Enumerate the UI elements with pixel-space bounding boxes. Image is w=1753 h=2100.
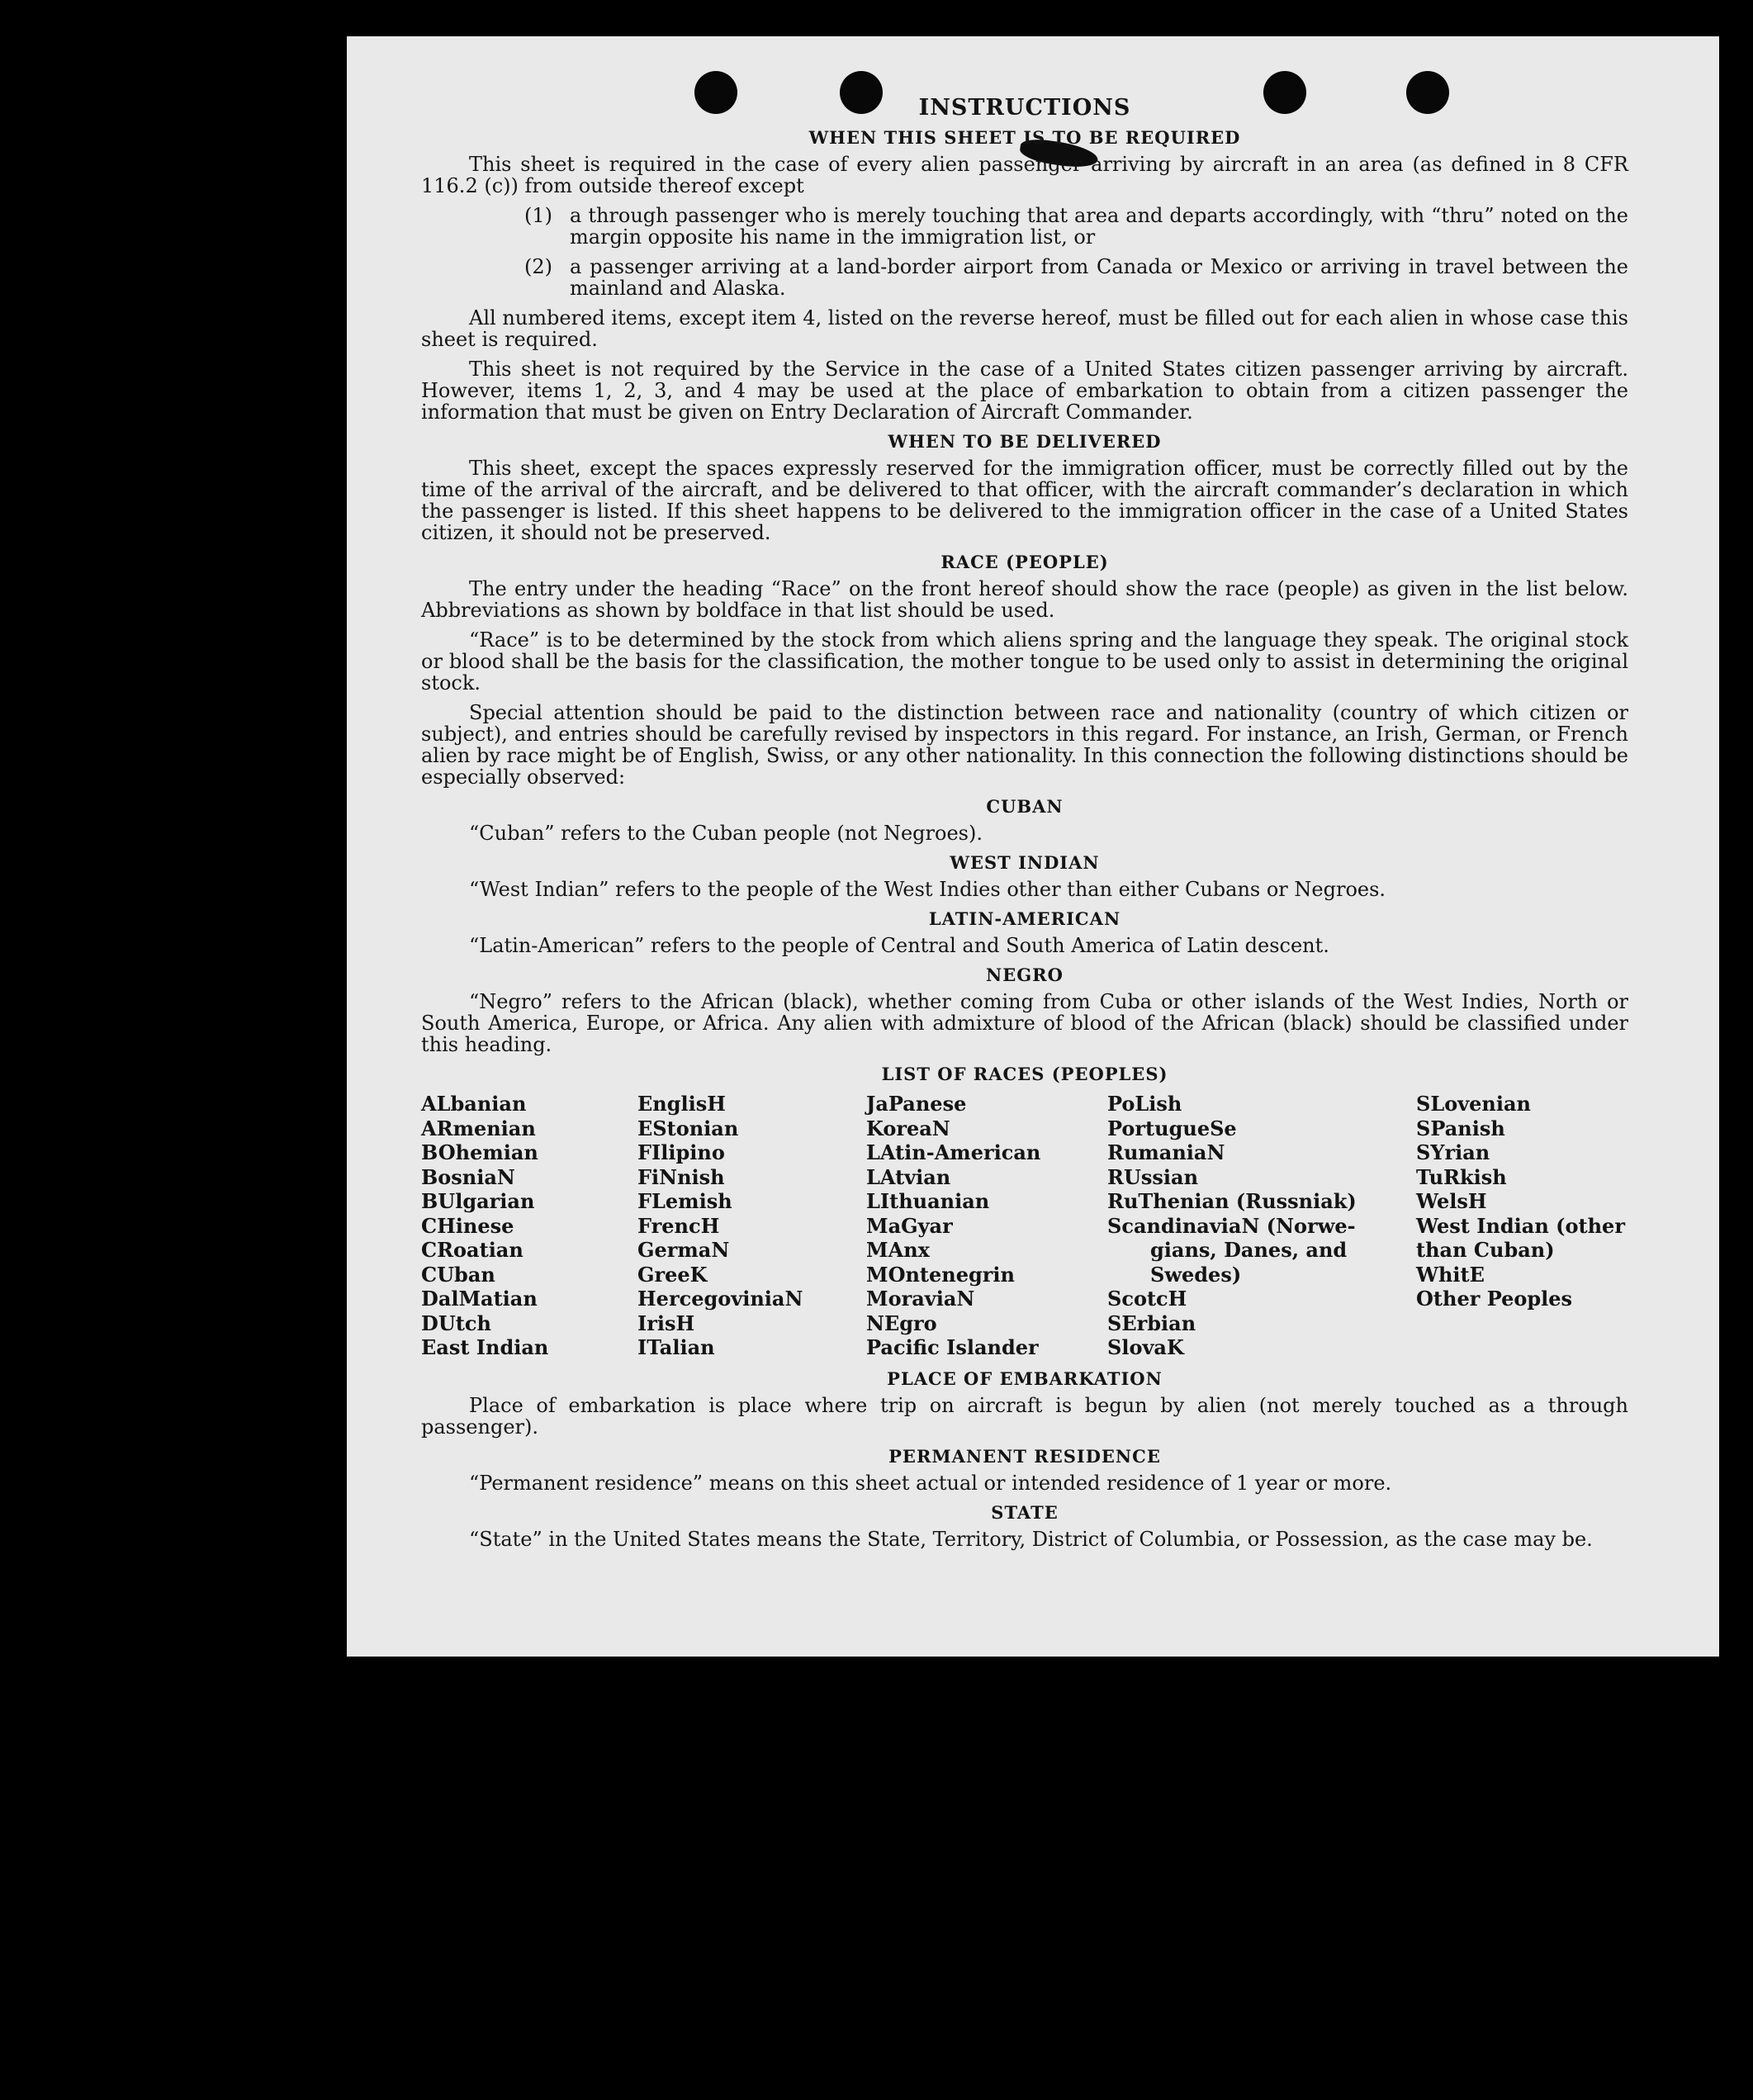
race-column	[637, 1092, 866, 1360]
race-entry: CHinese	[421, 1213, 514, 1238]
definition: “Latin-American” refers to the people of Central and South America of Latin descent.	[469, 934, 1329, 957]
race-entry: MOntenegrin	[866, 1262, 1015, 1287]
race-entry: BosniaN	[421, 1164, 515, 1189]
race-entry: IrisH	[637, 1311, 695, 1335]
race-entry: LAtin-American	[866, 1140, 1041, 1164]
race-entry: FiNnish	[637, 1164, 725, 1189]
race-entry: RUssian	[1107, 1164, 1199, 1189]
paragraph: All numbered items, except item 4, listed on the reverse hereof, must be filled out for each alien in whose case this sheet is required.	[421, 306, 1628, 351]
race-entry: GermaN	[637, 1238, 730, 1262]
race-entry: DUtch	[421, 1311, 491, 1335]
race-entry: FIlipino	[637, 1140, 725, 1164]
race-entry: ALbanian	[421, 1092, 527, 1116]
race-entry: BOhemian	[421, 1140, 538, 1164]
race-column	[1416, 1092, 1628, 1360]
race-column	[421, 1092, 637, 1360]
race-entry: EStonian	[637, 1116, 739, 1140]
item-text: a passenger arriving at a land-border airport from Canada or Mexico or arriving in travel between the mainland and Alaska.	[570, 255, 1628, 300]
paragraph: This sheet is not required by the Service in the case of a United States citizen passenger arriving by aircraft. However, items 1, 2, 3, and 4 may be used at the place of embarkation to obtain from a citizen passenger the information that must be given on Entry Declaration of Aircraft Commander.	[421, 358, 1628, 424]
definition: “West Indian” refers to the people of the West Indies other than either Cubans or Negroes.	[469, 878, 1386, 901]
item-number: (2)	[524, 255, 552, 278]
race-entry: CUban	[421, 1262, 495, 1287]
race-entry: HercegoviniaN	[637, 1287, 803, 1311]
section-heading: WHEN THIS SHEET IS TO BE REQUIRED	[808, 127, 1241, 148]
race-entry: EnglisH	[637, 1092, 726, 1116]
race-entry: JaPanese	[866, 1092, 967, 1116]
paragraph: This sheet is required in the case of every alien passenger arriving by aircraft in an area (as defined in 8 CFR 116.2 (c)) from outside thereof except	[421, 153, 1628, 197]
race-list	[421, 1092, 1628, 1360]
race-entry: WhitE	[1416, 1262, 1485, 1287]
race-entry: SYrian	[1416, 1140, 1490, 1164]
race-column	[1107, 1092, 1416, 1360]
race-entry: SErbian	[1107, 1311, 1196, 1335]
race-entry: than Cuban)	[1416, 1238, 1555, 1262]
race-entry: ARmenian	[421, 1116, 536, 1140]
race-entry: PortugueSe	[1107, 1116, 1237, 1140]
section-heading: WEST INDIAN	[950, 852, 1100, 873]
race-entry: Other Peoples	[1416, 1287, 1573, 1311]
item-number: (1)	[524, 204, 552, 227]
instruction-sheet	[347, 36, 1719, 1657]
race-entry: KoreaN	[866, 1116, 950, 1140]
section-heading: RACE (PEOPLE)	[940, 552, 1109, 572]
race-entry: ITalian	[637, 1335, 715, 1359]
section-heading: LIST OF RACES (PEOPLES)	[881, 1064, 1168, 1084]
race-entry: MaGyar	[866, 1213, 953, 1238]
paragraph: This sheet, except the spaces expressly reserved for the immigration officer, must be correctly filled out by the time of the arrival of the aircraft, and be delivered to that officer, with the aircraft commander’s declaration in which the passenger is listed. If this sheet happens to be delivered to the immigration officer in the case of a United States citizen, it should not be preserved.	[421, 457, 1628, 544]
race-entry: Swedes)	[1150, 1262, 1242, 1287]
race-entry: East Indian	[421, 1335, 549, 1359]
race-entry: NEgro	[866, 1311, 937, 1335]
section-heading: WHEN TO BE DELIVERED	[888, 431, 1162, 452]
page-title: INSTRUCTIONS	[918, 95, 1131, 121]
section-heading: STATE	[991, 1501, 1059, 1523]
race-entry: West Indian (other	[1416, 1213, 1625, 1238]
race-entry: FLemish	[637, 1189, 732, 1213]
section-heading: CUBAN	[986, 796, 1064, 817]
definition: “Permanent residence” means on this sheet actual or intended residence of 1 year or more.	[469, 1471, 1392, 1495]
paragraph: The entry under the heading “Race” on the front hereof should show the race (people) as given in the list below. Abbreviations as shown by boldface in that list should be used.	[421, 577, 1628, 622]
race-entry: CRoatian	[421, 1238, 524, 1262]
race-entry: RuThenian (Russniak)	[1107, 1189, 1357, 1213]
item-text: a through passenger who is merely touching that area and departs accordingly, with “thru” noted on the margin opposite his name in the immigration list, or	[570, 204, 1628, 249]
race-entry: DalMatian	[421, 1287, 538, 1311]
race-entry: LIthuanian	[866, 1189, 990, 1213]
list-item	[421, 205, 1628, 248]
definition: “Negro” refers to the African (black), whether coming from Cuba or other islands of the West Indies, North or South America, Europe, or Africa. Any alien with admixture of blood of the African (black) should be classified under this heading.	[421, 990, 1628, 1056]
race-entry: SLovenian	[1416, 1092, 1531, 1116]
document-body	[421, 94, 1628, 1558]
race-entry: TuRkish	[1416, 1164, 1507, 1189]
race-entry: MAnx	[866, 1238, 930, 1262]
section-heading: PERMANENT RESIDENCE	[888, 1445, 1161, 1467]
race-column	[866, 1092, 1107, 1360]
race-entry: Pacific Islander	[866, 1335, 1039, 1359]
definition: Place of embarkation is place where trip on aircraft is begun by alien (not merely touched as a through passenger).	[421, 1393, 1628, 1439]
race-entry: MoraviaN	[866, 1287, 975, 1311]
race-entry: GreeK	[637, 1262, 708, 1287]
race-entry: gians, Danes, and	[1150, 1238, 1348, 1262]
race-entry: ScandinaviaN (Norwe-	[1107, 1213, 1356, 1238]
list-item	[421, 256, 1628, 299]
section-heading: NEGRO	[986, 965, 1064, 985]
definition: “Cuban” refers to the Cuban people (not Negroes).	[469, 822, 983, 845]
section-heading: LATIN-AMERICAN	[928, 908, 1121, 929]
race-entry: ScotcH	[1107, 1287, 1187, 1311]
section-heading: PLACE OF EMBARKATION	[887, 1368, 1163, 1389]
definition: “State” in the United States means the State, Territory, District of Columbia, or Possession, as the case may be.	[469, 1527, 1593, 1551]
race-entry: LAtvian	[866, 1164, 951, 1189]
race-entry: PoLish	[1107, 1092, 1182, 1116]
race-entry: FrencH	[637, 1213, 720, 1238]
race-entry: BUlgarian	[421, 1189, 535, 1213]
race-entry: SPanish	[1416, 1116, 1505, 1140]
race-entry: SlovaK	[1107, 1335, 1184, 1359]
race-entry: WelsH	[1416, 1189, 1487, 1213]
race-entry: RumaniaN	[1107, 1140, 1225, 1164]
paragraph: “Race” is to be determined by the stock from which aliens spring and the language they speak. The original stock or blood shall be the basis for the classification, the mother tongue to be used only to assist in determining the original stock.	[421, 628, 1628, 694]
paragraph: Special attention should be paid to the distinction between race and nationality (country of which citizen or subject), and entries should be carefully revised by inspectors in this regard. For instance, an Irish, German, or French alien by race might be of English, Swiss, or any other nationality. In this connection the following distinctions should be especially observed:	[421, 701, 1628, 789]
